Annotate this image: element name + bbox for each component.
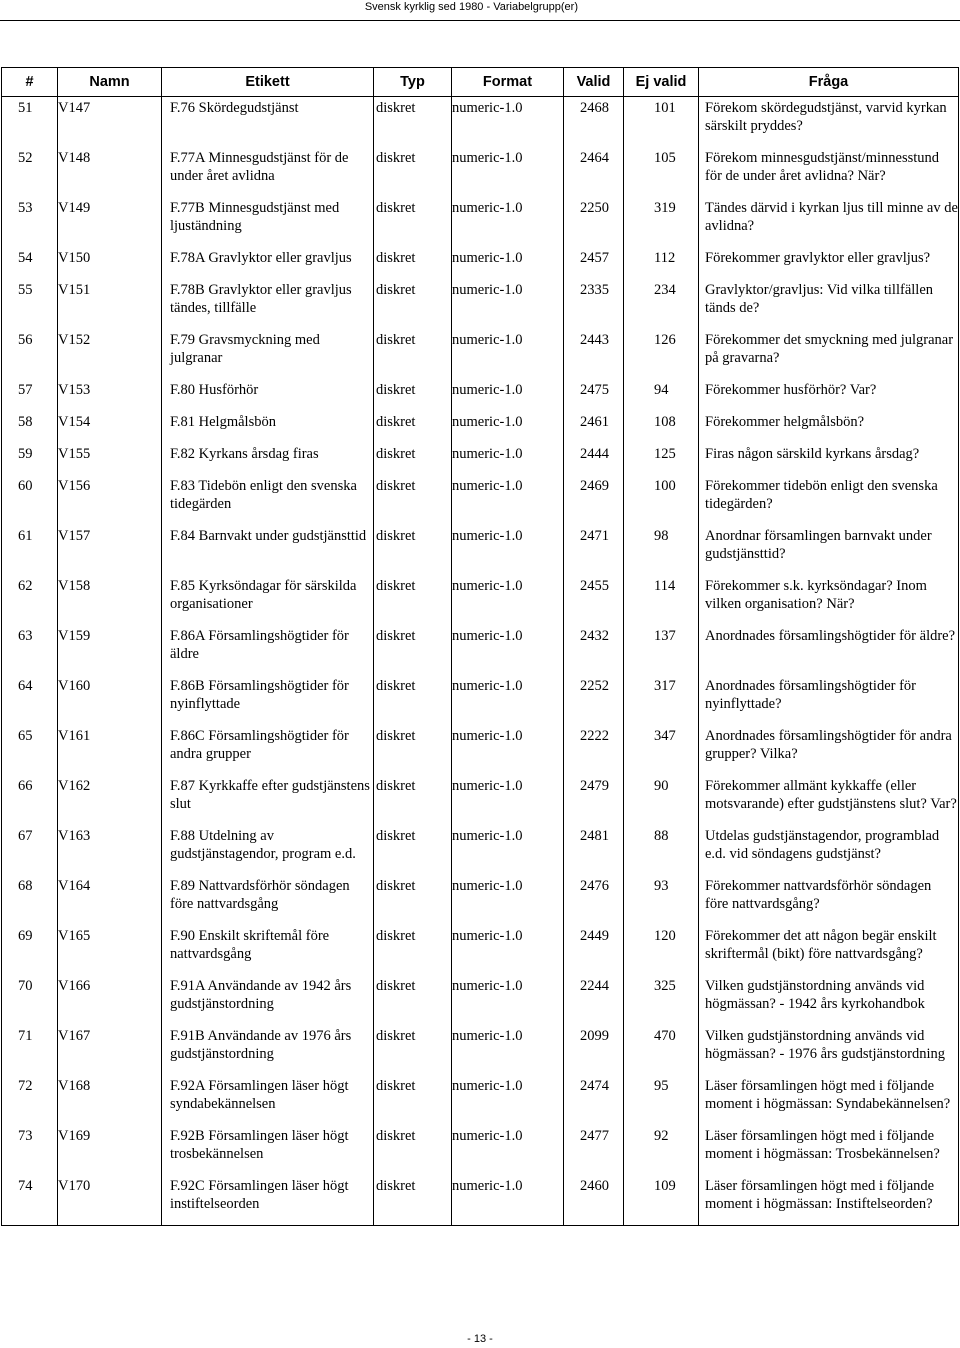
column-header-type: Typ xyxy=(374,68,452,97)
row-name: V170 xyxy=(58,1175,162,1226)
row-label: F.82 Kyrkans årsdag firas xyxy=(162,443,374,475)
row-type: diskret xyxy=(374,525,452,575)
row-number: 54 xyxy=(2,247,58,279)
row-number: 56 xyxy=(2,329,58,379)
variables-table xyxy=(1,67,959,1226)
row-type: diskret xyxy=(374,247,452,279)
row-format: numeric-1.0 xyxy=(452,443,564,475)
row-number: 57 xyxy=(2,379,58,411)
row-valid: 2475 xyxy=(564,379,624,411)
row-valid: 2479 xyxy=(564,775,624,825)
row-type: diskret xyxy=(374,475,452,525)
row-valid: 2250 xyxy=(564,197,624,247)
row-question: Förekommer helgmålsbön? xyxy=(699,411,959,443)
row-number: 70 xyxy=(2,975,58,1025)
row-number: 62 xyxy=(2,575,58,625)
row-label: F.92A Församlingen läser högt syndabekännelsen xyxy=(162,1075,374,1125)
row-name: V160 xyxy=(58,675,162,725)
row-invalid: 114 xyxy=(624,575,699,625)
row-question: Gravlyktor/gravljus: Vid vilka tillfällen tänds de? xyxy=(699,279,959,329)
row-type: diskret xyxy=(374,775,452,825)
row-valid: 2252 xyxy=(564,675,624,725)
row-invalid: 234 xyxy=(624,279,699,329)
row-label: F.83 Tidebön enligt den svenska tidegärden xyxy=(162,475,374,525)
row-valid: 2449 xyxy=(564,925,624,975)
row-format: numeric-1.0 xyxy=(452,925,564,975)
row-invalid: 100 xyxy=(624,475,699,525)
row-name: V154 xyxy=(58,411,162,443)
row-name: V148 xyxy=(58,147,162,197)
row-format: numeric-1.0 xyxy=(452,379,564,411)
row-number: 52 xyxy=(2,147,58,197)
row-question: Förekommer s.k. kyrksöndagar? Inom vilken organisation? När? xyxy=(699,575,959,625)
row-name: V161 xyxy=(58,725,162,775)
row-number: 65 xyxy=(2,725,58,775)
row-label: F.89 Nattvardsförhör söndagen före nattvardsgång xyxy=(162,875,374,925)
row-invalid: 325 xyxy=(624,975,699,1025)
table-row xyxy=(2,197,959,247)
table-row xyxy=(2,247,959,279)
table-row xyxy=(2,875,959,925)
row-question: Förekommer husförhör? Var? xyxy=(699,379,959,411)
row-question: Förekommer det att någon begär enskilt skriftermål (bikt) före nattvardsgång? xyxy=(699,925,959,975)
row-question: Anordnades församlingshögtider för äldre? xyxy=(699,625,959,675)
row-valid: 2099 xyxy=(564,1025,624,1075)
row-type: diskret xyxy=(374,97,452,148)
row-name: V164 xyxy=(58,875,162,925)
row-invalid: 105 xyxy=(624,147,699,197)
row-invalid: 120 xyxy=(624,925,699,975)
row-invalid: 93 xyxy=(624,875,699,925)
row-number: 64 xyxy=(2,675,58,725)
row-number: 53 xyxy=(2,197,58,247)
row-valid: 2222 xyxy=(564,725,624,775)
row-valid: 2457 xyxy=(564,247,624,279)
row-valid: 2455 xyxy=(564,575,624,625)
row-type: diskret xyxy=(374,379,452,411)
row-format: numeric-1.0 xyxy=(452,675,564,725)
row-format: numeric-1.0 xyxy=(452,247,564,279)
row-number: 59 xyxy=(2,443,58,475)
row-invalid: 94 xyxy=(624,379,699,411)
row-invalid: 470 xyxy=(624,1025,699,1075)
row-name: V153 xyxy=(58,379,162,411)
row-number: 74 xyxy=(2,1175,58,1226)
row-number: 55 xyxy=(2,279,58,329)
table-row xyxy=(2,329,959,379)
table-row xyxy=(2,675,959,725)
row-valid: 2471 xyxy=(564,525,624,575)
row-format: numeric-1.0 xyxy=(452,329,564,379)
table-row xyxy=(2,725,959,775)
row-invalid: 90 xyxy=(624,775,699,825)
row-number: 60 xyxy=(2,475,58,525)
row-question: Anordnar församlingen barnvakt under gudstjänsttid? xyxy=(699,525,959,575)
row-name: V150 xyxy=(58,247,162,279)
row-type: diskret xyxy=(374,675,452,725)
row-valid: 2432 xyxy=(564,625,624,675)
row-type: diskret xyxy=(374,411,452,443)
row-label: F.80 Husförhör xyxy=(162,379,374,411)
row-valid: 2476 xyxy=(564,875,624,925)
row-format: numeric-1.0 xyxy=(452,575,564,625)
row-valid: 2464 xyxy=(564,147,624,197)
row-valid: 2335 xyxy=(564,279,624,329)
row-label: F.92C Församlingen läser högt instiftelseorden xyxy=(162,1175,374,1226)
row-invalid: 112 xyxy=(624,247,699,279)
row-format: numeric-1.0 xyxy=(452,147,564,197)
row-question: Läser församlingen högt med i följande moment i högmässan: Trosbekännelsen? xyxy=(699,1125,959,1175)
column-header-number: # xyxy=(2,68,58,97)
row-valid: 2444 xyxy=(564,443,624,475)
row-name: V149 xyxy=(58,197,162,247)
row-format: numeric-1.0 xyxy=(452,1125,564,1175)
row-format: numeric-1.0 xyxy=(452,525,564,575)
row-number: 58 xyxy=(2,411,58,443)
row-format: numeric-1.0 xyxy=(452,975,564,1025)
table-row xyxy=(2,575,959,625)
row-type: diskret xyxy=(374,875,452,925)
row-valid: 2477 xyxy=(564,1125,624,1175)
table-row xyxy=(2,379,959,411)
row-type: diskret xyxy=(374,575,452,625)
row-type: diskret xyxy=(374,625,452,675)
row-type: diskret xyxy=(374,147,452,197)
row-invalid: 347 xyxy=(624,725,699,775)
row-format: numeric-1.0 xyxy=(452,279,564,329)
row-label: F.78A Gravlyktor eller gravljus xyxy=(162,247,374,279)
row-invalid: 92 xyxy=(624,1125,699,1175)
row-invalid: 88 xyxy=(624,825,699,875)
row-number: 66 xyxy=(2,775,58,825)
row-name: V152 xyxy=(58,329,162,379)
row-type: diskret xyxy=(374,925,452,975)
row-invalid: 125 xyxy=(624,443,699,475)
table-row xyxy=(2,1025,959,1075)
row-format: numeric-1.0 xyxy=(452,725,564,775)
row-format: numeric-1.0 xyxy=(452,625,564,675)
row-name: V157 xyxy=(58,525,162,575)
row-number: 61 xyxy=(2,525,58,575)
table-row xyxy=(2,279,959,329)
row-invalid: 98 xyxy=(624,525,699,575)
row-number: 72 xyxy=(2,1075,58,1125)
row-number: 63 xyxy=(2,625,58,675)
row-label: F.88 Utdelning av gudstjänstagendor, program e.d. xyxy=(162,825,374,875)
table-row xyxy=(2,525,959,575)
row-label: F.78B Gravlyktor eller gravljus tändes, tillfälle xyxy=(162,279,374,329)
row-format: numeric-1.0 xyxy=(452,825,564,875)
row-valid: 2443 xyxy=(564,329,624,379)
row-name: V162 xyxy=(58,775,162,825)
row-type: diskret xyxy=(374,197,452,247)
row-question: Förekommer allmänt kykkaffe (eller motsvarande) efter gudstjänstens slut? Var? xyxy=(699,775,959,825)
row-valid: 2474 xyxy=(564,1075,624,1125)
table-row xyxy=(2,775,959,825)
row-valid: 2468 xyxy=(564,97,624,148)
row-question: Tändes därvid i kyrkan ljus till minne av de avlidna? xyxy=(699,197,959,247)
row-name: V165 xyxy=(58,925,162,975)
row-format: numeric-1.0 xyxy=(452,775,564,825)
row-type: diskret xyxy=(374,443,452,475)
table-header-row xyxy=(2,68,959,97)
table-row xyxy=(2,625,959,675)
table-row xyxy=(2,475,959,525)
row-question: Förekommer nattvardsförhör söndagen före nattvardsgång? xyxy=(699,875,959,925)
row-type: diskret xyxy=(374,975,452,1025)
row-name: V151 xyxy=(58,279,162,329)
row-name: V167 xyxy=(58,1025,162,1075)
row-label: F.91B Användande av 1976 års gudstjänstordning xyxy=(162,1025,374,1075)
row-type: diskret xyxy=(374,825,452,875)
row-name: V166 xyxy=(58,975,162,1025)
row-name: V168 xyxy=(58,1075,162,1125)
row-question: Förekom skördegudstjänst, varvid kyrkan särskilt pryddes? xyxy=(699,97,959,148)
row-name: V163 xyxy=(58,825,162,875)
row-question: Anordnades församlingshögtider för andra grupper? Vilka? xyxy=(699,725,959,775)
row-question: Utdelas gudstjänstagendor, programblad e.d. vid söndagens gudstjänst? xyxy=(699,825,959,875)
row-label: F.87 Kyrkkaffe efter gudstjänstens slut xyxy=(162,775,374,825)
column-header-invalid: Ej valid xyxy=(624,68,699,97)
row-type: diskret xyxy=(374,329,452,379)
table-row xyxy=(2,1075,959,1125)
row-name: V155 xyxy=(58,443,162,475)
table-row xyxy=(2,1175,959,1226)
row-name: V158 xyxy=(58,575,162,625)
row-question: Läser församlingen högt med i följande moment i högmässan: Syndabekännelsen? xyxy=(699,1075,959,1125)
row-valid: 2469 xyxy=(564,475,624,525)
row-format: numeric-1.0 xyxy=(452,1075,564,1125)
row-name: V169 xyxy=(58,1125,162,1175)
row-label: F.84 Barnvakt under gudstjänsttid xyxy=(162,525,374,575)
row-format: numeric-1.0 xyxy=(452,197,564,247)
row-number: 71 xyxy=(2,1025,58,1075)
row-label: F.76 Skördegudstjänst xyxy=(162,97,374,148)
row-invalid: 101 xyxy=(624,97,699,148)
row-label: F.81 Helgmålsbön xyxy=(162,411,374,443)
table-row xyxy=(2,147,959,197)
row-number: 73 xyxy=(2,1125,58,1175)
row-number: 67 xyxy=(2,825,58,875)
table-body xyxy=(2,97,959,1226)
table-row xyxy=(2,411,959,443)
row-valid: 2460 xyxy=(564,1175,624,1226)
row-question: Förekommer tidebön enligt den svenska tidegärden? xyxy=(699,475,959,525)
row-type: diskret xyxy=(374,1125,452,1175)
row-type: diskret xyxy=(374,1075,452,1125)
row-invalid: 95 xyxy=(624,1075,699,1125)
row-format: numeric-1.0 xyxy=(452,475,564,525)
row-type: diskret xyxy=(374,1025,452,1075)
row-valid: 2244 xyxy=(564,975,624,1025)
row-name: V147 xyxy=(58,97,162,148)
row-label: F.92B Församlingen läser högt trosbekännelsen xyxy=(162,1125,374,1175)
row-label: F.86B Församlingshögtider för nyinflyttade xyxy=(162,675,374,725)
row-format: numeric-1.0 xyxy=(452,1025,564,1075)
row-question: Förekom minnesgudstjänst/minnesstund för de under året avlidna? När? xyxy=(699,147,959,197)
row-type: diskret xyxy=(374,1175,452,1226)
table-row xyxy=(2,1125,959,1175)
row-question: Läser församlingen högt med i följande moment i högmässan: Instiftelseorden? xyxy=(699,1175,959,1226)
row-invalid: 317 xyxy=(624,675,699,725)
row-name: V156 xyxy=(58,475,162,525)
row-invalid: 109 xyxy=(624,1175,699,1226)
row-label: F.86C Församlingshögtider för andra grupper xyxy=(162,725,374,775)
row-invalid: 319 xyxy=(624,197,699,247)
row-name: V159 xyxy=(58,625,162,675)
row-type: diskret xyxy=(374,725,452,775)
row-question: Anordnades församlingshögtider för nyinflyttade? xyxy=(699,675,959,725)
row-label: F.86A Församlingshögtider för äldre xyxy=(162,625,374,675)
row-question: Förekommer gravlyktor eller gravljus? xyxy=(699,247,959,279)
table-row xyxy=(2,925,959,975)
table-row xyxy=(2,825,959,875)
document-title: Svensk kyrklig sed 1980 - Variabelgrupp(er) xyxy=(364,1,578,13)
column-header-format: Format xyxy=(452,68,564,97)
table-row xyxy=(2,443,959,475)
row-type: diskret xyxy=(374,279,452,329)
row-label: F.91A Användande av 1942 års gudstjänstordning xyxy=(162,975,374,1025)
row-format: numeric-1.0 xyxy=(452,1175,564,1226)
row-label: F.77A Minnesgudstjänst för de under året avlidna xyxy=(162,147,374,197)
row-question: Vilken gudstjänstordning används vid högmässan? - 1976 års gudstjänstordning xyxy=(699,1025,959,1075)
row-invalid: 108 xyxy=(624,411,699,443)
row-valid: 2461 xyxy=(564,411,624,443)
column-header-name: Namn xyxy=(58,68,162,97)
column-header-question: Fråga xyxy=(699,68,959,97)
row-format: numeric-1.0 xyxy=(452,875,564,925)
column-header-valid: Valid xyxy=(564,68,624,97)
row-question: Vilken gudstjänstordning används vid högmässan? - 1942 års kyrkohandbok xyxy=(699,975,959,1025)
table-row xyxy=(2,975,959,1025)
row-format: numeric-1.0 xyxy=(452,97,564,148)
row-invalid: 137 xyxy=(624,625,699,675)
row-question: Förekommer det smyckning med julgranar på gravarna? xyxy=(699,329,959,379)
row-label: F.90 Enskilt skriftemål före nattvardsgång xyxy=(162,925,374,975)
row-valid: 2481 xyxy=(564,825,624,875)
row-number: 69 xyxy=(2,925,58,975)
table-row xyxy=(2,97,959,148)
header-rule xyxy=(0,20,960,21)
column-header-label: Etikett xyxy=(162,68,374,97)
row-invalid: 126 xyxy=(624,329,699,379)
row-number: 68 xyxy=(2,875,58,925)
page-number: - 13 - xyxy=(467,1333,493,1345)
row-label: F.77B Minnesgudstjänst med ljuständning xyxy=(162,197,374,247)
row-number: 51 xyxy=(2,97,58,148)
row-label: F.79 Gravsmyckning med julgranar xyxy=(162,329,374,379)
row-format: numeric-1.0 xyxy=(452,411,564,443)
row-question: Firas någon särskild kyrkans årsdag? xyxy=(699,443,959,475)
row-label: F.85 Kyrksöndagar för särskilda organisationer xyxy=(162,575,374,625)
